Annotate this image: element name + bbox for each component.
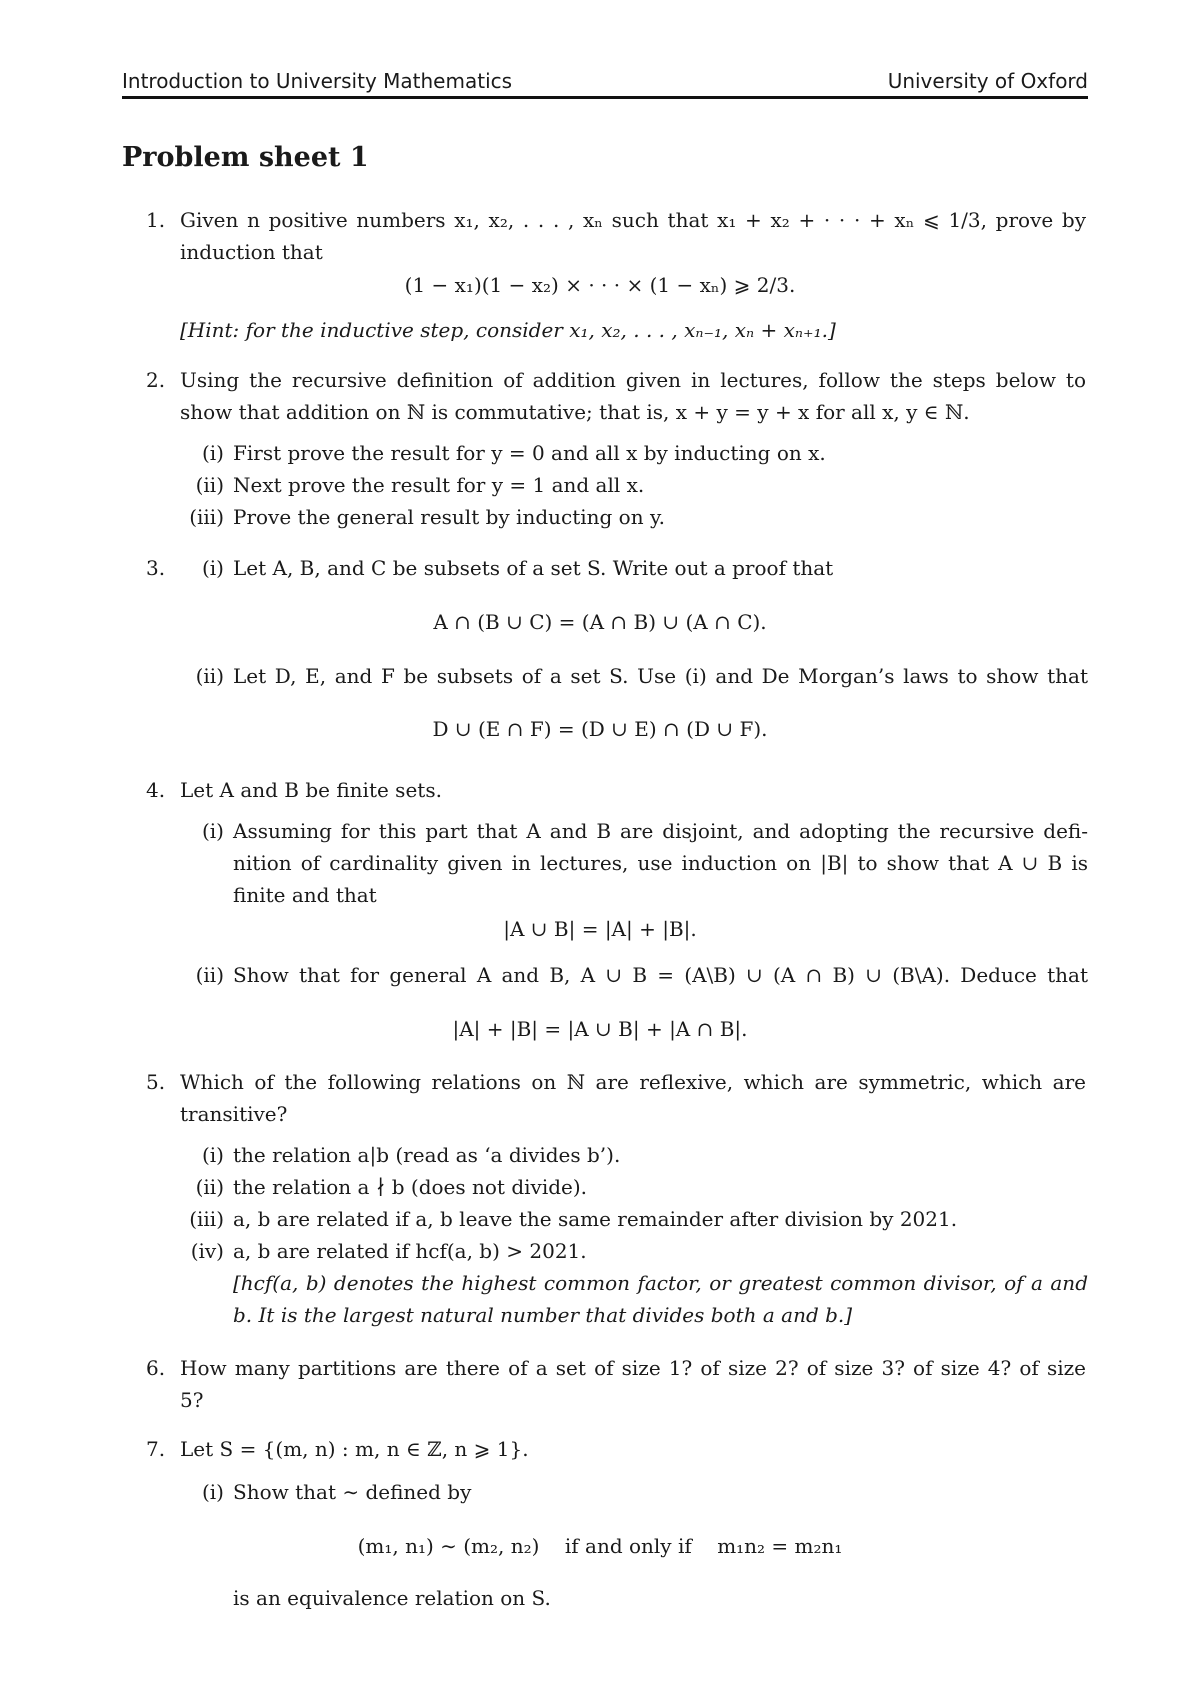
q7-line-1: Let S = {(m, n) : m, n ∈ ℤ, n ⩾ 1}. bbox=[180, 1437, 529, 1461]
page-title: Problem sheet 1 bbox=[122, 142, 369, 173]
q4-number: 4. bbox=[146, 778, 166, 802]
q5-note-line-1: [hcf(a, b) denotes the highest common factor, or greatest common divisor, of a and bbox=[233, 1271, 1088, 1295]
q5-part-i-label: (i) bbox=[201, 1143, 224, 1167]
q2-part-ii: Next prove the result for y = 1 and all x. bbox=[233, 473, 645, 497]
q5-line-1: Which of the following relations on ℕ are reflexive, which are symmetric, which are bbox=[180, 1070, 1086, 1094]
q6-line-2: 5? bbox=[180, 1388, 204, 1412]
q6-number: 6. bbox=[146, 1356, 166, 1380]
q5-note-line-2: b. It is the largest natural number that divides both a and b.] bbox=[233, 1303, 853, 1327]
q4-part-i-line-1: Assuming for this part that A and B are disjoint, and adopting the recursive defi- bbox=[233, 819, 1088, 843]
q5-part-iii-label: (iii) bbox=[189, 1207, 224, 1231]
header-rule bbox=[122, 96, 1088, 99]
q5-part-iii: a, b are related if a, b leave the same remainder after division by 2021. bbox=[233, 1207, 958, 1231]
q5-number: 5. bbox=[146, 1070, 166, 1094]
q4-equation-2: |A| + |B| = |A ∪ B| + |A ∩ B|. bbox=[452, 1017, 748, 1041]
q3-part-ii: Let D, E, and F be subsets of a set S. Use (i) and De Morgan’s laws to show that bbox=[233, 664, 1088, 688]
q7-part-i-label: (i) bbox=[201, 1480, 224, 1504]
q5-part-ii: the relation a ∤ b (does not divide). bbox=[233, 1175, 588, 1199]
q4-part-ii-label: (ii) bbox=[195, 963, 224, 987]
q4-part-i-line-2: nition of cardinality given in lectures, use induction on |B| to show that A ∪ B is bbox=[233, 851, 1088, 875]
q2-line-1: Using the recursive definition of addition given in lectures, follow the steps below to bbox=[180, 368, 1086, 392]
q1-line-2: induction that bbox=[180, 240, 323, 264]
q5-part-iv-label: (iv) bbox=[190, 1239, 224, 1263]
q4-part-i-line-3: finite and that bbox=[233, 883, 377, 907]
q6-line-1: How many partitions are there of a set of size 1? of size 2? of size 3? of size 4? of size bbox=[180, 1356, 1086, 1380]
q3-part-i-label: (i) bbox=[201, 556, 224, 580]
q5-part-i: the relation a|b (read as ‘a divides b’). bbox=[233, 1143, 621, 1167]
q2-part-iii-label: (iii) bbox=[189, 505, 224, 529]
q2-part-i: First prove the result for y = 0 and all x by inducting on x. bbox=[233, 441, 826, 465]
q3-number: 3. bbox=[146, 556, 166, 580]
q3-part-i: Let A, B, and C be subsets of a set S. Write out a proof that bbox=[233, 556, 834, 580]
q7-equation: (m₁, n₁) ∼ (m₂, n₂) if and only if m₁n₂ = m₂n₁ bbox=[357, 1534, 843, 1558]
q7-number: 7. bbox=[146, 1437, 166, 1461]
q2-line-2: show that addition on ℕ is commutative; that is, x + y = y + x for all x, y ∈ ℕ. bbox=[180, 400, 970, 424]
q1-equation: (1 − x₁)(1 − x₂) × · · · × (1 − xₙ) ⩾ 2/3. bbox=[404, 273, 796, 297]
institution-name: University of Oxford bbox=[887, 69, 1088, 93]
q3-equation-1: A ∩ (B ∪ C) = (A ∩ B) ∪ (A ∩ C). bbox=[433, 610, 767, 634]
q4-part-ii: Show that for general A and B, A ∪ B = (A\B) ∪ (A ∩ B) ∪ (B\A). Deduce that bbox=[233, 963, 1088, 987]
q2-part-iii: Prove the general result by inducting on y. bbox=[233, 505, 665, 529]
q2-part-ii-label: (ii) bbox=[195, 473, 224, 497]
q5-line-2: transitive? bbox=[180, 1102, 288, 1126]
course-title: Introduction to University Mathematics bbox=[122, 69, 513, 93]
q5-part-iv: a, b are related if hcf(a, b) > 2021. bbox=[233, 1239, 587, 1263]
q4-equation-1: |A ∪ B| = |A| + |B|. bbox=[503, 917, 697, 941]
q3-equation-2: D ∪ (E ∩ F) = (D ∪ E) ∩ (D ∪ F). bbox=[432, 717, 768, 741]
q4-line-1: Let A and B be finite sets. bbox=[180, 778, 442, 802]
running-header bbox=[122, 66, 1088, 96]
q1-line-1: Given n positive numbers x₁, x₂, . . . , xₙ such that x₁ + x₂ + · · · + xₙ ⩽ 1/3, prove by bbox=[180, 208, 1086, 232]
q7-line-3: is an equivalence relation on S. bbox=[233, 1586, 551, 1610]
q3-part-ii-label: (ii) bbox=[195, 664, 224, 688]
q7-part-i: Show that ∼ defined by bbox=[233, 1480, 472, 1504]
q5-part-ii-label: (ii) bbox=[195, 1175, 224, 1199]
q1-number: 1. bbox=[146, 208, 166, 232]
q1-hint: [Hint: for the inductive step, consider x₁, x₂, . . . , xₙ₋₁, xₙ + xₙ₊₁.] bbox=[180, 318, 836, 342]
q2-part-i-label: (i) bbox=[201, 441, 224, 465]
q4-part-i-label: (i) bbox=[201, 819, 224, 843]
q2-number: 2. bbox=[146, 368, 166, 392]
